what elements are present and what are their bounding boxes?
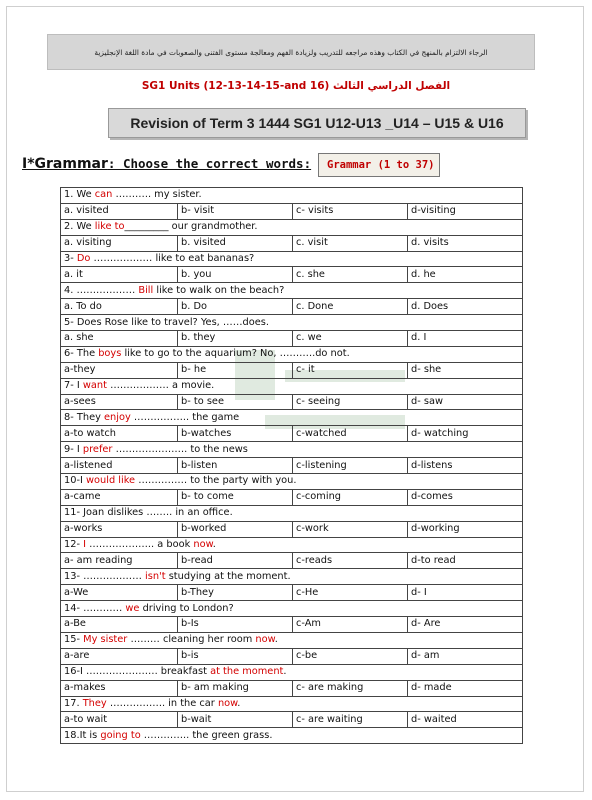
answer-option: c-listening: [293, 458, 408, 474]
question-row: [61, 474, 523, 490]
question-keyword: would like: [86, 475, 136, 487]
question-segment: 3-: [64, 253, 77, 264]
answer-option: c-He: [293, 585, 408, 601]
answer-option: a-to wait: [61, 712, 178, 728]
answer-option: a-are: [61, 648, 178, 664]
question-row: [61, 569, 523, 585]
options-row: [61, 648, 523, 664]
options-row: [61, 712, 523, 728]
question-segment: 5- Does Rose like to travel? Yes, ……does.: [64, 316, 269, 328]
question-segment: ……………… like to eat bananas?: [90, 253, 255, 264]
grammar-range-box: Grammar (1 to 37): [318, 153, 440, 177]
answer-option: a-works: [61, 521, 178, 537]
question-row: [61, 728, 523, 744]
question-text: [61, 728, 523, 744]
question-row: [61, 188, 523, 204]
question-segment: 4. ………………: [64, 284, 139, 296]
question-text: [61, 474, 523, 490]
question-text: [61, 505, 523, 521]
answer-option: b. visited: [178, 235, 293, 251]
question-keyword: going to: [100, 729, 141, 741]
question-segment: ……….. my sister.: [112, 189, 202, 201]
arabic-instruction-banner: الرجاء الالتزام بالمنهج في الكتاب وهذه مراجعه للتدريب ولزيادة الفهم ومعالجة مستوى الفتنى والصعوبات في مادة اللغة الإنجليزية: [47, 34, 535, 70]
question-text: [61, 537, 523, 553]
question-keyword: enjoy: [104, 411, 131, 423]
answer-option: c-reads: [293, 553, 408, 569]
question-row: [61, 346, 523, 362]
options-row: [61, 426, 523, 442]
question-text: [61, 378, 523, 394]
question-row: [61, 696, 523, 712]
answer-option: b. you: [178, 267, 293, 283]
answer-option: c-watched: [293, 426, 408, 442]
question-text: [61, 315, 523, 331]
answer-option: a-makes: [61, 680, 178, 696]
answer-option: b-worked: [178, 521, 293, 537]
answer-option: a-they: [61, 362, 178, 378]
question-keyword: boys: [98, 348, 122, 360]
question-segment: 1. We: [64, 189, 95, 201]
question-segment: studying at the moment.: [165, 570, 291, 582]
options-row: [61, 331, 523, 347]
answer-option: b-is: [178, 648, 293, 664]
question-segment: driving to London?: [139, 602, 234, 614]
question-keyword: can: [94, 189, 113, 201]
answer-option: c. visit: [293, 235, 408, 251]
answer-option: a-listened: [61, 458, 178, 474]
grammar-heading-main: I*Grammar: [22, 156, 108, 172]
answer-option: c. she: [293, 267, 408, 283]
question-row: [61, 219, 523, 235]
question-row: [61, 283, 523, 299]
answer-option: a. it: [61, 267, 178, 283]
question-text: [61, 664, 523, 680]
answer-option: c- it: [293, 362, 408, 378]
question-keyword: now: [217, 697, 238, 709]
question-text: [61, 219, 523, 235]
answer-option: b-read: [178, 553, 293, 569]
answer-option: b. Do: [178, 299, 293, 315]
answer-option: b- am making: [178, 680, 293, 696]
answer-option: a-Be: [61, 617, 178, 633]
answer-option: d-visiting: [408, 203, 523, 219]
answer-option: a. she: [61, 331, 178, 347]
answer-option: d-comes: [408, 489, 523, 505]
question-segment: 8- They: [64, 411, 105, 423]
question-segment: _________ our grandmother.: [124, 221, 258, 233]
answer-option: c-be: [293, 648, 408, 664]
answer-option: d- made: [408, 680, 523, 696]
options-row: [61, 489, 523, 505]
question-row: [61, 315, 523, 331]
question-segment: 11- Joan dislikes …….. in an office.: [64, 507, 233, 519]
answer-option: b. they: [178, 331, 293, 347]
answer-option: d- saw: [408, 394, 523, 410]
answer-option: c- visits: [293, 203, 408, 219]
question-segment: .: [237, 697, 241, 709]
grammar-heading: [22, 156, 311, 172]
question-keyword: Do: [76, 253, 91, 264]
answer-option: a-to watch: [61, 426, 178, 442]
question-segment: …………….. in the car: [106, 697, 218, 709]
question-segment: .: [274, 634, 278, 646]
answer-option: c-Am: [293, 617, 408, 633]
question-text: [61, 188, 523, 204]
answer-option: a-We: [61, 585, 178, 601]
answer-option: d. I: [408, 331, 523, 347]
question-text: [61, 346, 523, 362]
question-keyword: like to: [94, 221, 125, 233]
question-text: [61, 569, 523, 585]
options-row: [61, 362, 523, 378]
question-segment: ……… cleaning her room: [127, 634, 256, 646]
question-row: [61, 505, 523, 521]
answer-option: c-coming: [293, 489, 408, 505]
units-arabic-label: الفصل الدراسي الثالث: [333, 80, 451, 92]
answer-option: c- are waiting: [293, 712, 408, 728]
question-text: [61, 283, 523, 299]
options-row: [61, 585, 523, 601]
question-row: [61, 442, 523, 458]
question-segment: ………….. the green grass.: [140, 729, 273, 741]
question-segment: 12-: [64, 539, 84, 551]
question-keyword: now: [193, 539, 213, 551]
answer-option: c- are making: [293, 680, 408, 696]
answer-option: d- am: [408, 648, 523, 664]
options-row: [61, 235, 523, 251]
options-row: [61, 299, 523, 315]
question-keyword: at the moment: [210, 666, 284, 678]
answer-option: b- to see: [178, 394, 293, 410]
question-keyword: now: [255, 634, 275, 646]
question-keyword: isn't: [145, 570, 166, 582]
answer-option: a. To do: [61, 299, 178, 315]
question-segment: 7- I: [64, 380, 83, 392]
question-row: [61, 632, 523, 648]
answer-option: d- Are: [408, 617, 523, 633]
answer-option: c- seeing: [293, 394, 408, 410]
answer-option: c. Done: [293, 299, 408, 315]
answer-option: d. he: [408, 267, 523, 283]
question-segment: 2. We: [64, 221, 95, 233]
question-keyword: want: [82, 380, 107, 392]
question-row: [61, 537, 523, 553]
question-segment: like to go to the aquarium? No, ………..do not.: [121, 348, 350, 360]
answer-option: a-came: [61, 489, 178, 505]
options-row: [61, 521, 523, 537]
question-segment: …………….. the game: [130, 411, 240, 423]
answer-option: b- visit: [178, 203, 293, 219]
questions-table: [60, 187, 523, 744]
question-segment: 17.: [64, 697, 83, 709]
options-row: [61, 617, 523, 633]
options-row: [61, 394, 523, 410]
options-row: [61, 458, 523, 474]
answer-option: b-listen: [178, 458, 293, 474]
options-row: [61, 553, 523, 569]
question-segment: .: [212, 539, 216, 551]
answer-option: b-Is: [178, 617, 293, 633]
question-keyword: I: [83, 539, 87, 551]
question-segment: ……………… a movie.: [106, 380, 215, 392]
question-keyword: They: [82, 697, 107, 709]
question-keyword: My sister: [83, 634, 128, 646]
question-segment: 6- The: [64, 348, 99, 360]
question-segment: 16-I …………………. breakfast: [64, 666, 211, 678]
question-keyword: we: [125, 602, 140, 614]
grammar-heading-instruction: : Choose the correct words:: [107, 156, 312, 171]
answer-option: a- am reading: [61, 553, 178, 569]
question-text: [61, 251, 523, 267]
question-row: [61, 251, 523, 267]
options-row: [61, 267, 523, 283]
question-keyword: Bill: [138, 284, 154, 296]
answer-option: b-wait: [178, 712, 293, 728]
answer-option: a. visited: [61, 203, 178, 219]
revision-title: Revision of Term 3 1444 SG1 U12-U13 _U14 – U15 & U16: [108, 108, 526, 138]
question-segment: .: [283, 666, 287, 678]
answer-option: d. Does: [408, 299, 523, 315]
question-row: [61, 410, 523, 426]
options-row: [61, 680, 523, 696]
question-row: [61, 664, 523, 680]
answer-option: c. we: [293, 331, 408, 347]
question-segment: 13- ………………: [64, 570, 146, 582]
question-text: [61, 696, 523, 712]
question-segment: 14- …………: [64, 602, 126, 614]
question-row: [61, 378, 523, 394]
question-segment: like to walk on the beach?: [153, 284, 285, 296]
question-text: [61, 410, 523, 426]
question-segment: …………… to the party with you.: [135, 475, 297, 487]
answer-option: a-sees: [61, 394, 178, 410]
answer-option: b-watches: [178, 426, 293, 442]
answer-option: c-work: [293, 521, 408, 537]
question-row: [61, 601, 523, 617]
units-label: SG1 Units (12-13-14-15-and 16): [141, 80, 330, 92]
question-segment: ……………….. a book: [86, 539, 194, 551]
answer-option: b-They: [178, 585, 293, 601]
question-keyword: prefer: [82, 443, 113, 455]
units-line: [0, 80, 592, 92]
answer-option: d- waited: [408, 712, 523, 728]
answer-option: d-to read: [408, 553, 523, 569]
question-segment: 10-I: [64, 475, 87, 487]
answer-option: d- she: [408, 362, 523, 378]
answer-option: d-working: [408, 521, 523, 537]
question-segment: …………………. to the news: [112, 443, 248, 455]
answer-option: a. visiting: [61, 235, 178, 251]
answer-option: d- I: [408, 585, 523, 601]
options-row: [61, 203, 523, 219]
question-segment: 15-: [64, 634, 84, 646]
answer-option: b- to come: [178, 489, 293, 505]
answer-option: d. visits: [408, 235, 523, 251]
answer-option: d-listens: [408, 458, 523, 474]
answer-option: d- watching: [408, 426, 523, 442]
question-segment: 18.It is: [64, 729, 101, 741]
question-text: [61, 601, 523, 617]
answer-option: b- he: [178, 362, 293, 378]
question-text: [61, 442, 523, 458]
question-text: [61, 632, 523, 648]
question-segment: 9- I: [64, 443, 83, 455]
